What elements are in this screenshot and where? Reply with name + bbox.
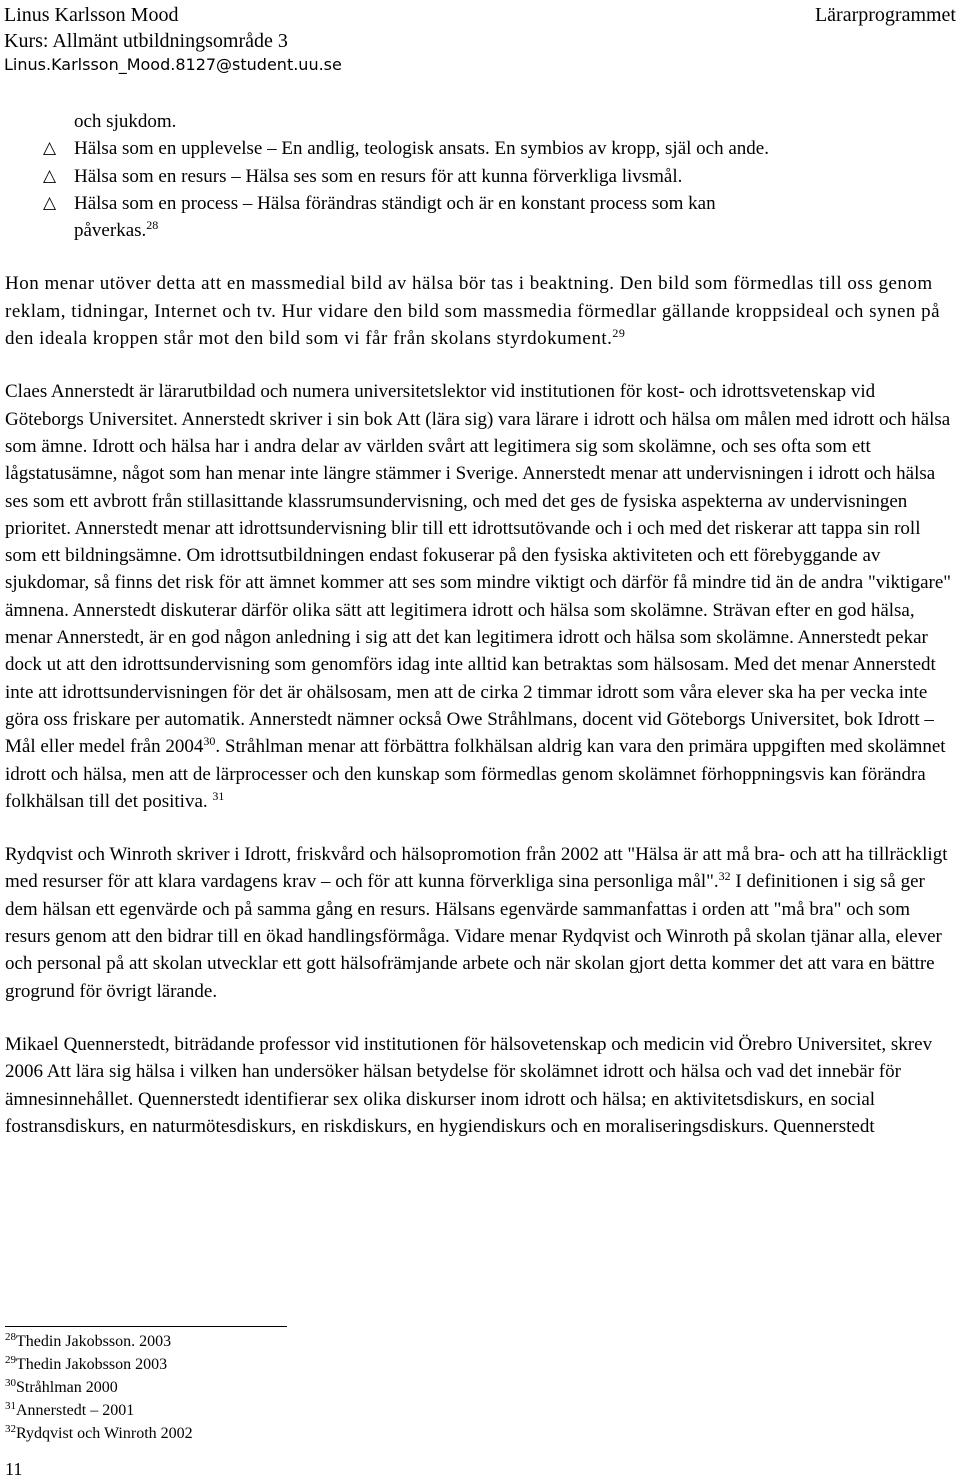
footnote-text: Stråhlman 2000 xyxy=(16,1379,118,1396)
footnote-number: 28 xyxy=(5,1331,16,1343)
footnote-number: 32 xyxy=(5,1423,16,1435)
email-address: Linus.Karlsson_Mood.8127@student.uu.se xyxy=(4,55,342,74)
author-name: Linus Karlsson Mood xyxy=(4,4,179,26)
footnote-text: Thedin Jakobsson 2003 xyxy=(16,1356,168,1373)
footnote-ref: 29 xyxy=(612,326,626,341)
course-name: Kurs: Allmänt utbildningsområde 3 xyxy=(4,30,288,52)
document-body xyxy=(5,108,955,1140)
program-name: Lärarprogrammet xyxy=(814,4,956,26)
footnote xyxy=(5,1422,193,1445)
paragraph xyxy=(5,270,955,352)
bullet-item xyxy=(5,163,955,190)
footnote xyxy=(5,1353,193,1376)
paragraph xyxy=(5,378,955,815)
warning-triangle-icon: △ xyxy=(43,192,57,213)
book-title: Att lära sig hälsa xyxy=(46,1061,175,1083)
footnotes xyxy=(5,1330,193,1445)
footnote xyxy=(5,1330,193,1353)
paragraph-text: från 2004 xyxy=(125,736,204,758)
bullet-item xyxy=(5,190,955,245)
paragraph-text: från 2002 att "Hälsa är att må bra- och att ha tillräckligt med resurser för att klara vardagens krav – och för att kunna förverkliga sina personliga mål". xyxy=(5,844,948,893)
paragraph-text: Rydqvist och Winroth skriver i xyxy=(5,844,245,866)
paragraph-text: Hon menar utöver detta att en massmedial bild av hälsa bör tas i beaktning. Den bild som förmedlas till oss genom reklam, tidningar, Internet och tv. Hur vidare den bild som massmedia förmedlar gällande kroppsideal och synen på den ideala kroppen står mot den bild som vi får från skolans styrdokument. xyxy=(5,273,941,350)
footnote-text: Annerstedt – 2001 xyxy=(16,1402,135,1419)
paragraph-text: om målen med idrott och hälsa som ämne. Idrott och hälsa har i andra delar av världen svårt att legitimera sig som skolämne, och ses ofta som ett lågstatusämne, något som han menar inte längre stämmer i Sverige. Annerstedt menar att undervisningen i idrott och hälsa ses som ett avbrott från stillasittande klassrumsundervisning, och med det ges de fysiska aspekterna av undervisningen prioritet. Annerstedt menar att idrottsundervisning blir till ett idrottsutövande och i och med det riskerar att tappa sin roll som ett bildningsämne. Om idrottsutbildningen endast fokuserar på den fysiska aktiviteten och ett förebyggande av sjukdomar, så finns det risk för att ämnet kommer att ses som mindre viktigt och därför få mindre tid än de andra "viktigare" ämnena. Annerstedt diskuterar därför olika sätt att legitimera idrott och hälsa som skolämne. Strävan efter en god hälsa, menar Annerstedt, är en god någon anledning i sig att det kan legitimera idrott och hälsa som skolämne. Annerstedt pekar dock ut att den idrottsundervisning som genomförs idag inte alltid kan betraktas som hälsosam. Med det menar Annerstedt inte att idrottsundervisningen för det är ohälsosam, men att de cirka 2 timmar idrott som våra elever ska ha per vecka inte göra oss friskare per automatik. Annerstedt nämner också Owe Stråhlmans, docent vid Göteborgs Universitet, bok xyxy=(5,408,952,730)
footnote-number: 31 xyxy=(5,1400,16,1412)
footnote xyxy=(5,1399,193,1422)
bullet-text: Hälsa som en resurs – Hälsa ses som en resurs för att kunna förverkliga livsmål. xyxy=(74,165,683,187)
warning-triangle-icon: △ xyxy=(43,138,57,159)
footnote-number: 29 xyxy=(5,1354,16,1366)
paragraph-text: Mikael Quennerstedt, biträdande professor vid institutionen för hälsovetenskap och medicin vid Örebro Universitet, skrev 2006 xyxy=(5,1033,933,1083)
footnote-text: Thedin Jakobsson. 2003 xyxy=(16,1333,172,1350)
bullet-text-continuation: påverkas. xyxy=(74,220,147,242)
book-title: Idrott – Mål eller medel xyxy=(5,708,934,758)
paragraph-text: . Stråhlman menar att förbättra folkhälsan aldrig kan vara den primära uppgiften med skolämnet idrott och hälsa, men att de lärprocesser och den kunskap som förmedlas genom skolämnet förhoppningsvis kan förändra folkhälsan till det positiva. xyxy=(5,736,946,812)
footnote-text: Rydqvist och Winroth 2002 xyxy=(16,1425,193,1442)
paragraph-text: I definitionen i sig så ger dem hälsan ett egenvärde och på samma gång en resurs. Hälsans egenvärde sammanfattas i orden att "må bra" och som resurs genom att den bidrar till en ökad handlingsförmåga. Vidare menar Rydqvist och Winroth på skolan tjänar alla, elever och personal på att skolan utvecklar ett gott hälsofrämjande arbete och när skolan gjort detta kommer det att vara en bättre grogrund för övrigt lärande. xyxy=(5,871,942,1002)
bullet-item xyxy=(5,135,955,162)
book-title: Idrott, friskvård och hälsopromotion xyxy=(244,844,521,866)
footnote-ref: 30 xyxy=(203,734,216,749)
bullet-text: Hälsa som en process – Hälsa förändras ständigt och är en konstant process som kan xyxy=(74,192,716,214)
paragraph-text: Claes Annerstedt är lärarutbildad och numera universitetslektor vid institutionen för kost- och idrottsvetenskap vid Göteborgs Universitet. Annerstedt skriver i sin bok xyxy=(5,381,876,430)
footnote-separator xyxy=(5,1326,287,1327)
book-title: Att (lära sig) vara lärare i idrott och hälsa xyxy=(396,408,711,430)
bullet-continuation: och sjukdom. xyxy=(74,111,177,132)
page-number: 11 xyxy=(5,1459,23,1479)
footnote-number: 30 xyxy=(5,1377,16,1389)
bullet-text: Hälsa som en upplevelse – En andlig, teologisk ansats. En symbios av kropp, själ och ande. xyxy=(74,138,769,160)
footnote xyxy=(5,1376,193,1399)
page-header xyxy=(4,2,956,76)
paragraph xyxy=(5,841,955,1005)
warning-triangle-icon: △ xyxy=(43,165,57,186)
footnote-ref: 32 xyxy=(718,869,731,884)
paragraph-text: i vilken han undersöker hälsan betydelse för skolämnet idrott och hälsa och vad det innebär för ämnesinnehållet. Quennerstedt identifierar sex olika diskurser inom idrott och hälsa; en aktivitetsdiskurs, en social fostransdiskurs, en naturmötesdiskurs, en riskdiskurs, en hygiendiskurs och en moraliseringsdiskurs. Quennerstedt xyxy=(5,1061,901,1137)
footnote-ref: 31 xyxy=(212,788,225,803)
footnote-ref: 28 xyxy=(146,218,159,233)
paragraph xyxy=(5,1031,955,1140)
